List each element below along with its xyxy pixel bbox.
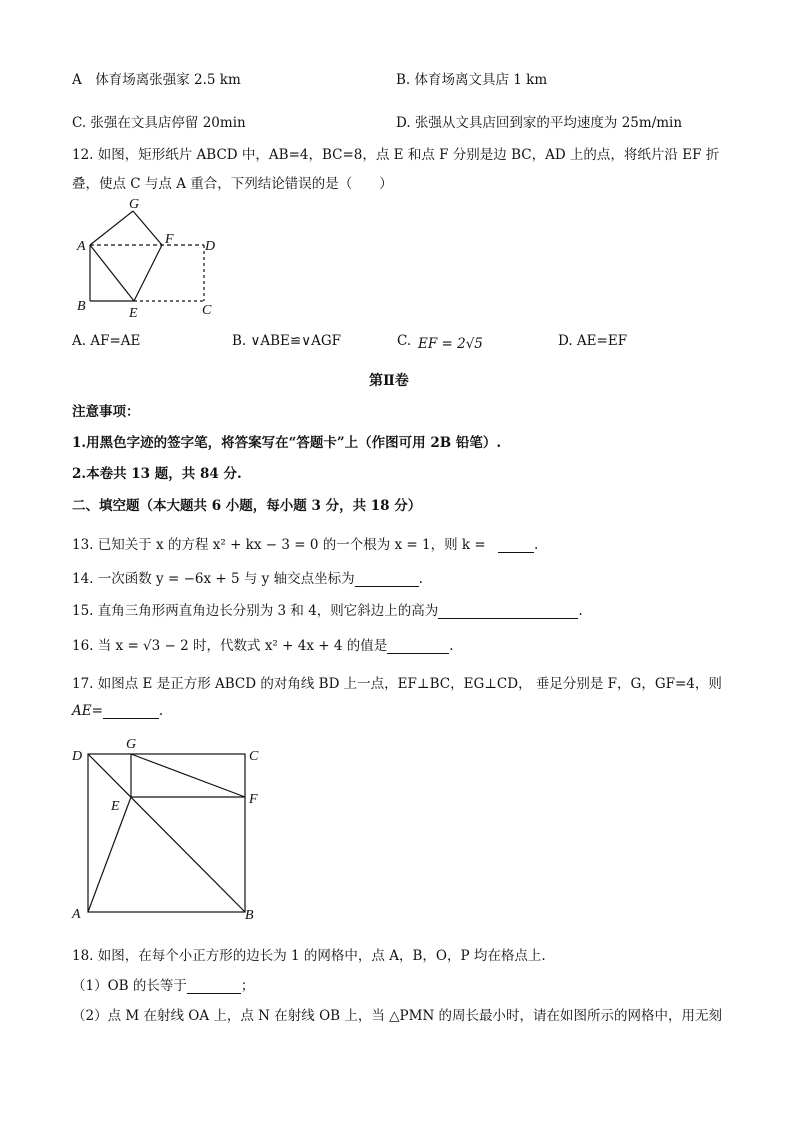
q12-option-c-label: C. <box>397 333 412 349</box>
q11-option-c: C. 张强在文具店停留 20min <box>72 115 246 131</box>
q13-text: 13. 已知关于 x 的方程 x² + kx − 3 = 0 的一个根为 x = 1，则 k = <box>72 537 486 553</box>
q11-option-a: A 体育场离张强家 2.5 km <box>72 72 241 88</box>
section-title: 第Ⅱ卷 <box>369 373 409 389</box>
q12-label-b: B <box>77 299 86 314</box>
q12-stem-line2: 叠，使点 C 与点 A 重合，下列结论错误的是（ ） <box>72 176 393 192</box>
q12-option-c-formula: EF = 2√5 <box>418 336 483 352</box>
q14-line <box>72 567 423 587</box>
q12-edge-ag <box>90 211 133 245</box>
q14-end: . <box>418 571 423 587</box>
q17-figure <box>68 735 268 927</box>
q12-figure <box>70 193 230 323</box>
part-title: 二、填空题（本大题共 6 小题，每小题 3 分，共 18 分） <box>72 498 422 514</box>
q12-label-f: F <box>165 232 174 247</box>
q13-line <box>72 533 538 553</box>
q15-end: . <box>578 603 583 619</box>
q12-option-a: A. AF=AE <box>72 333 141 349</box>
q16-text: 16. 当 x = √3 − 2 时，代数式 x² + 4x + 4 的值是 <box>72 638 388 654</box>
q17-prefix: AE= <box>72 703 103 719</box>
q17-stem-line1: 17. 如图点 E 是正方形 ABCD 的对角线 BD 上一点，EF⊥BC，EG⊥CD， 垂足分别是 F，G，GF=4，则 <box>72 676 722 692</box>
q17-label-c: C <box>249 749 259 764</box>
q14-answer-blank[interactable] <box>355 572 419 587</box>
q18-sub2: （2）点 M 在射线 OA 上，点 N 在射线 OB 上，当 △PMN 的周长最小时，请在如图所示的网格中，用无刻 <box>72 1008 723 1024</box>
q12-edge-gf <box>133 211 162 245</box>
q17-diagonal-bd <box>88 754 245 912</box>
q12-option-b: B. ∨ABE≌∨AGF <box>232 333 342 349</box>
q11-option-d: D. 张强从文具店回到家的平均速度为 25m/min <box>396 115 683 131</box>
q13-answer-blank[interactable] <box>498 538 534 553</box>
q12-option-d: D. AE=EF <box>558 333 628 349</box>
q18-stem: 18. 如图，在每个小正方形的边长为 1 的网格中，点 A，B，O，P 均在格点上. <box>72 948 546 964</box>
q12-label-d: D <box>205 239 216 254</box>
q13-end: . <box>533 537 539 553</box>
q15-text: 15. 直角三角形两直角边长分别为 3 和 4，则它斜边上的高为 <box>72 603 439 619</box>
q17-answer-blank[interactable] <box>103 704 159 719</box>
q17-label-a: A <box>72 907 81 922</box>
q12-edge-ae <box>90 245 134 301</box>
q14-text: 14. 一次函数 y = −6x + 5 与 y 轴交点坐标为 <box>72 571 355 587</box>
q17-segment-ae <box>88 797 131 912</box>
q12-label-a: A <box>77 239 86 254</box>
q17-label-f: F <box>249 792 258 807</box>
q18-sub1-line <box>72 974 254 994</box>
q12-label-c: C <box>202 303 212 318</box>
q15-line <box>72 599 583 619</box>
notice-title: 注意事项： <box>72 404 140 420</box>
q12-stem-line1: 12. 如图，矩形纸片 ABCD 中，AB=4，BC=8，点 E 和点 F 分别是边 BC，AD 上的点，将纸片沿 EF 折 <box>72 147 720 163</box>
notice-1: 1.用黑色字迹的签字笔，将答案写在“答题卡”上（作图可用 2B 铅笔）. <box>72 435 502 451</box>
q17-label-b: B <box>245 908 254 923</box>
q17-line2 <box>72 703 163 719</box>
q12-edge-fe <box>134 245 162 301</box>
q15-answer-blank[interactable] <box>438 604 578 619</box>
q18-sub1-answer-blank[interactable] <box>187 979 241 994</box>
q12-label-g: G <box>129 197 140 212</box>
q17-end: . <box>158 703 164 719</box>
q16-end: . <box>449 638 454 654</box>
q17-label-e: E <box>111 799 120 814</box>
q16-line <box>72 634 454 654</box>
q17-segment-gf <box>131 754 245 797</box>
q18-sub1-text: （1）OB 的长等于 <box>72 978 187 994</box>
q18-sub1-end: ； <box>240 978 255 994</box>
q11-option-b: B. 体育场离文具店 1 km <box>396 72 548 88</box>
q12-label-e: E <box>129 306 138 321</box>
q17-label-d: D <box>72 749 83 764</box>
q16-answer-blank[interactable] <box>387 639 449 654</box>
notice-2: 2.本卷共 13 题，共 84 分. <box>72 466 242 482</box>
q17-label-g: G <box>126 737 137 752</box>
